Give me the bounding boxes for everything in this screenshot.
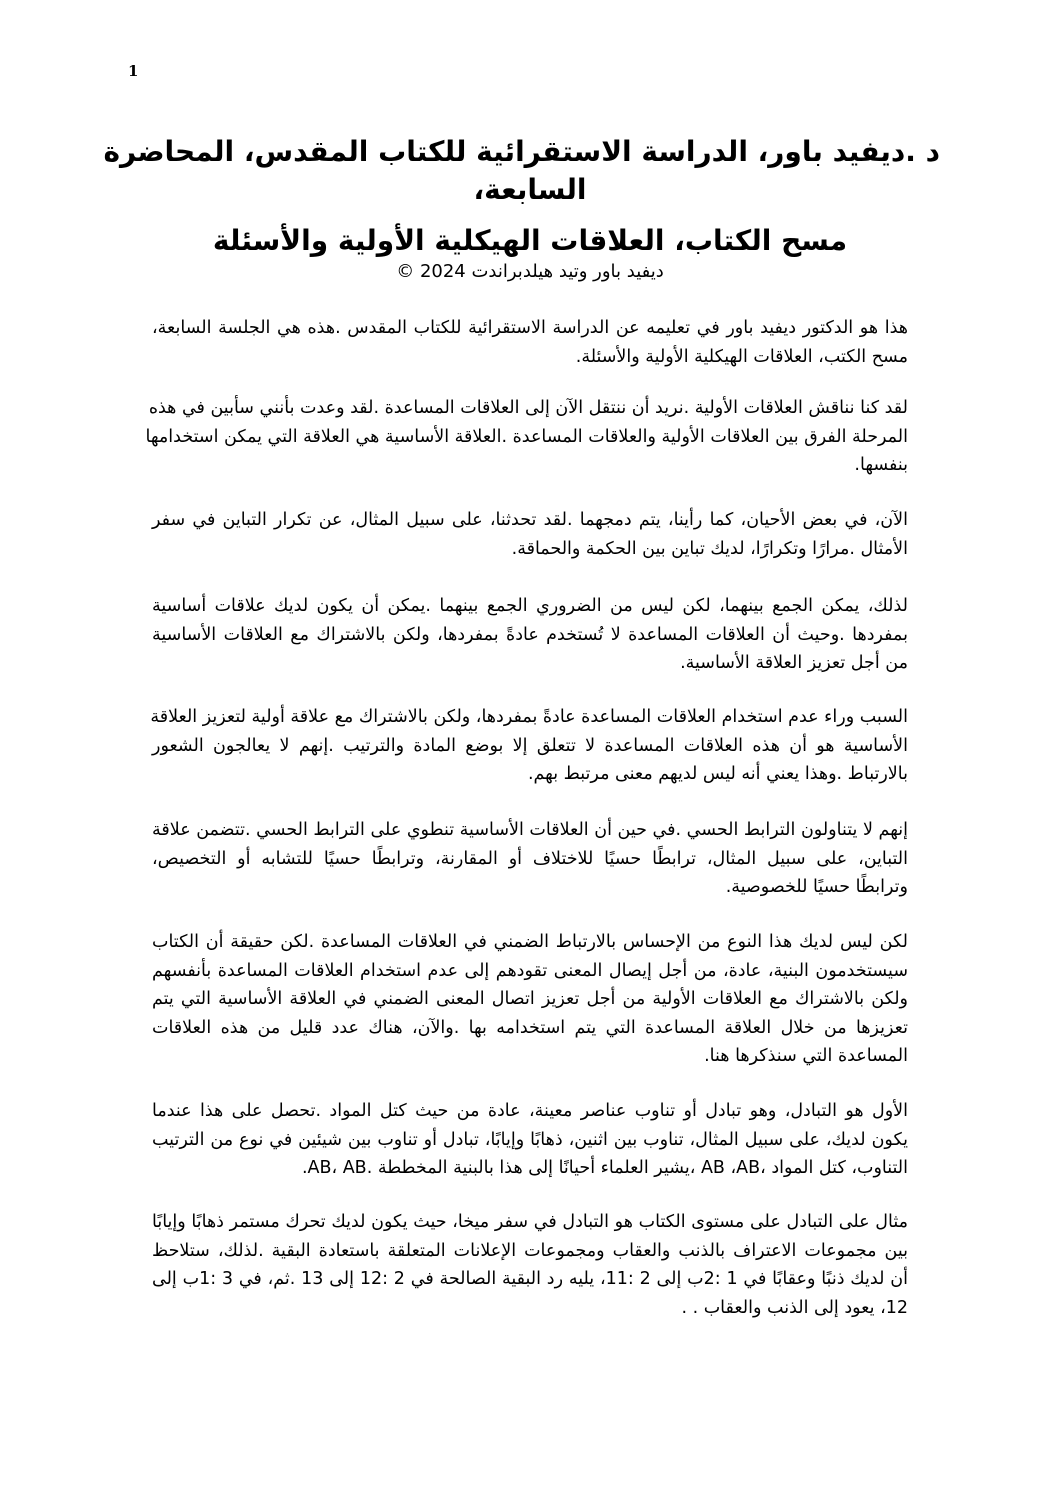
paragraph-line: لقد كنا نناقش العلاقات الأولية .نريد أن ننتقل الآن إلى العلاقات المساعدة .لقد وعدت بأنني سأبين في هذه xyxy=(148,398,908,418)
paragraph-line: الأول هو التبادل، وهو تبادل أو تناوب عناصر معينة، عادة من حيث كتل المواد .تحصل على هذا عندما xyxy=(152,1101,908,1121)
paragraph-line: 12، يعود إلى الذنب والعقاب . . xyxy=(681,1297,908,1318)
paragraph-line: لكن ليس لديك هذا النوع من الإحساس بالارتباط الضمني في العلاقات المساعدة .لكن حقيقة أن الكتاب xyxy=(152,932,908,952)
paragraph xyxy=(152,314,908,371)
paragraph-line: الأمثال .مرارًا وتكرارًا، لديك تباين بين الحكمة والحماقة. xyxy=(511,538,908,559)
paragraph xyxy=(152,506,908,563)
paragraph-line: المساعدة التي سنذكرها هنا. xyxy=(704,1046,908,1067)
paragraph xyxy=(152,816,908,902)
paragraph-line: وترابطًا حسيًا للخصوصية. xyxy=(725,877,908,898)
paragraph xyxy=(152,703,908,789)
paragraph xyxy=(152,1208,908,1322)
document-title-line-1: د .ديفيد باور، الدراسة الاستقرائية للكتاب المقدس، المحاضرة xyxy=(103,135,940,168)
paragraph-line: التباين، على سبيل المثال، ترابطًا حسيًا للاختلاف أو المقارنة، وترابطًا حسيًا للتشابه أو التخصيص، xyxy=(152,848,908,869)
paragraph-line: من أجل تعزيز العلاقة الأساسية. xyxy=(680,653,908,674)
paragraph-line: ولكن بالاشتراك مع العلاقات الأولية من أجل تعزيز اتصال المعنى الضمني في العلاقة الأساسية التي يتم xyxy=(152,989,908,1010)
copyright-line: ديفيد باور وتيد هيلدبراندت 2024 © xyxy=(396,261,664,282)
page-number: 1 xyxy=(128,62,139,80)
paragraph xyxy=(145,394,908,480)
document-subtitle: مسح الكتاب، العلاقات الهيكلية الأولية والأسئلة xyxy=(212,224,848,257)
paragraph-line: تعزيزها من خلال العلاقة المساعدة التي يتم استخدامه بها .والآن، هناك عدد قليل من هذه العلاقات xyxy=(152,1017,908,1038)
paragraph-line: بين مجموعات الاعتراف بالذنب والعقاب ومجموعات الإعلانات المتعلقة باستعادة البقية .لذلك، ستلاحظ xyxy=(152,1240,908,1261)
paragraph-line: مسح الكتب، العلاقات الهيكلية الأولية والأسئلة. xyxy=(575,346,908,367)
paragraph-line: الأساسية هو أن هذه العلاقات المساعدة لا تتعلق إلا بوضع المادة والترتيب .إنهم لا يعالجون الشعور xyxy=(152,735,908,756)
paragraph-line: السبب وراء عدم استخدام العلاقات المساعدة عادةً بمفردها، ولكن بالاشتراك مع علاقة أولية لتعزيز العلاقة xyxy=(150,707,908,727)
paragraph xyxy=(152,928,908,1071)
paragraph-line: التناوب، كتل المواد ،AB ،AB ،يشير العلماء أحيانًا إلى هذا بالبنية المخططة .AB، AB. xyxy=(301,1158,908,1179)
paragraph xyxy=(152,592,908,678)
paragraph-line: بالارتباط .وهذا يعني أنه ليس لديهم معنى مرتبط بهم. xyxy=(527,764,908,785)
paragraph-line: إنهم لا يتناولون الترابط الحسي .في حين أن العلاقات الأساسية تنطوي على الترابط الحسي .تتضمن علاقة xyxy=(152,820,908,840)
paragraph-line: أن لديك ذنبًا وعقابًا في 1 :2ب إلى 2 :11، يليه رد البقية الصالحة في 2 :12 إلى 13 .ثم، في 3 :1ب إلى xyxy=(152,1269,908,1290)
paragraph-line: بمفردها .وحيث أن العلاقات المساعدة لا تُستخدم عادةً بمفردها، ولكن بالاشتراك مع العلاقات الأساسية xyxy=(152,624,908,645)
document-title-line-2: السابعة، xyxy=(473,173,587,206)
paragraph-line: الآن، في بعض الأحيان، كما رأينا، يتم دمجهما .لقد تحدثنا، على سبيل المثال، عن تكرار التباين في سفر xyxy=(152,510,908,530)
paragraph-line: هذا هو الدكتور ديفيد باور في تعليمه عن الدراسة الاستقرائية للكتاب المقدس .هذه هي الجلسة السابعة، xyxy=(152,318,908,338)
paragraph-line: مثال على التبادل على مستوى الكتاب هو التبادل في سفر ميخا، حيث يكون لديك تحرك مستمر ذهابًا وإيابًا xyxy=(152,1212,908,1232)
paragraph-line: بنفسها. xyxy=(854,455,908,476)
paragraph-line: يكون لديك، على سبيل المثال، تناوب بين اثنين، ذهابًا وإيابًا، تبادل أو تناوب بين شيئين في نوع من الترتيب xyxy=(152,1129,908,1150)
paragraph-line: سيستخدمون البنية، عادة، من أجل إيصال المعنى تقودهم إلى عدم استخدام العلاقات المساعدة بأنفسهم xyxy=(152,960,908,981)
paragraph-line: المرحلة الفرق بين العلاقات الأولية والعلاقات المساعدة .العلاقة الأساسية هي العلاقة التي يمكن استخدامها xyxy=(145,426,908,447)
paragraph-line: لذلك، يمكن الجمع بينهما، لكن ليس من الضروري الجمع بينهما .يمكن أن يكون لديك علاقات أساسية xyxy=(152,596,908,616)
paragraph xyxy=(152,1097,908,1183)
